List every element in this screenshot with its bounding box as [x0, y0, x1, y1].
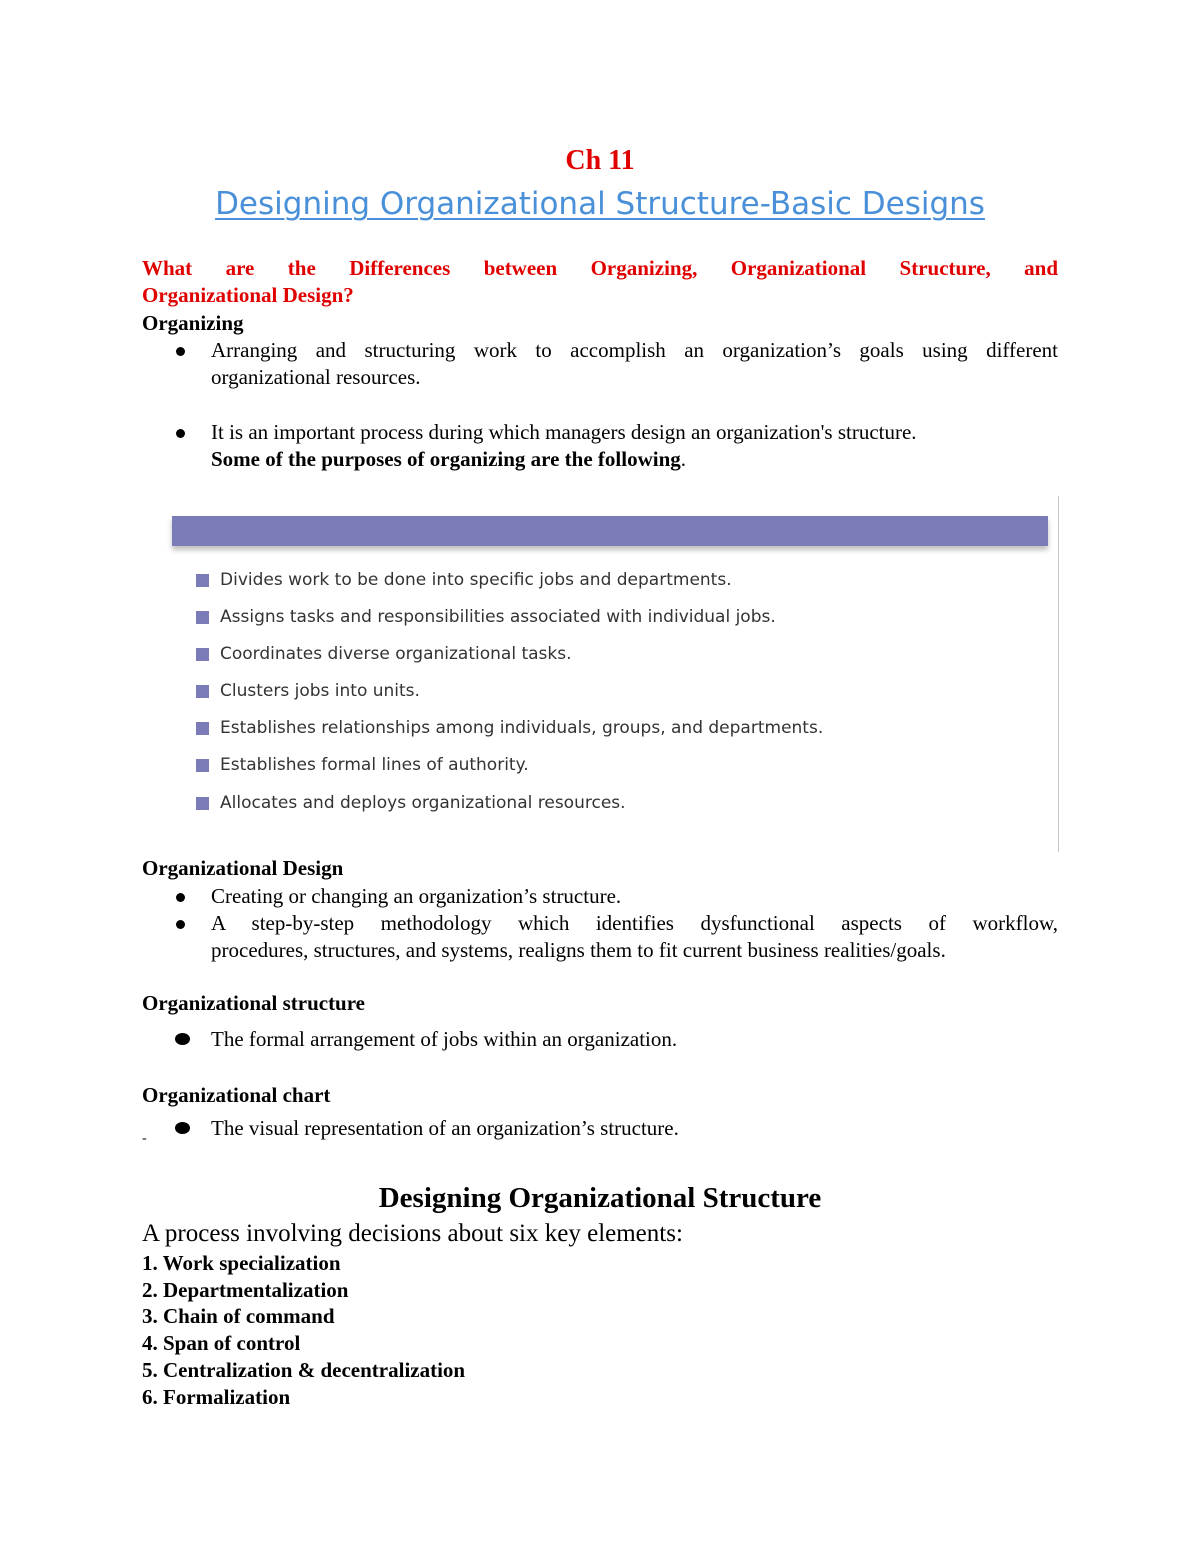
organizing-bullet-1: [142, 337, 1058, 391]
figure-item-text: Establishes formal lines of authority.: [220, 755, 529, 775]
figure-item-text: Divides work to be done into specific jobs and departments.: [220, 570, 732, 590]
question-line-1: What are the Differences between Organizing, Organizational Structure, and: [142, 256, 1058, 280]
square-bullet-icon: [196, 797, 209, 810]
element-item: 2. Departmentalization: [142, 1278, 349, 1302]
bullet-dot: [175, 1033, 190, 1045]
element-item: 5. Centralization & decentralization: [142, 1358, 466, 1382]
figure-item-text: Clusters jobs into units.: [220, 681, 420, 701]
bullet-dot: [176, 347, 185, 356]
bullet-text: Creating or changing an organization’s structure.: [211, 884, 622, 908]
stray-dash: -: [142, 1131, 147, 1146]
section-title: Designing Organizational Structure: [378, 1182, 822, 1214]
org-design-bullet-1: [142, 883, 1058, 910]
figure-item-text: Coordinates diverse organizational tasks.: [220, 644, 572, 664]
bullet-dot: [176, 429, 185, 438]
purposes-period: .: [680, 447, 687, 471]
org-structure-bullet-1: [142, 1026, 1058, 1053]
organizing-bullet-2: [142, 419, 1058, 473]
figure-header-bar: [172, 516, 1048, 546]
square-bullet-icon: [196, 611, 209, 624]
element-item: 3. Chain of command: [142, 1304, 335, 1328]
bullet-text-line-1: A step-by-step methodology which identifies dysfunctional aspects of workflow,: [211, 911, 1058, 935]
bullet-dot: [176, 893, 185, 902]
bullet-dot: [175, 1122, 190, 1134]
purposes-figure: [172, 496, 1059, 852]
org-design-heading: Organizational Design: [142, 856, 344, 880]
document-title: Designing Organizational Structure-Basic Designs: [215, 186, 985, 222]
square-bullet-icon: [196, 722, 209, 735]
square-bullet-icon: [196, 685, 209, 698]
bullet-text: It is an important process during which managers design an organization's structure.: [211, 420, 917, 444]
org-structure-heading: Organizational structure: [142, 991, 366, 1015]
figure-item-text: Establishes relationships among individuals, groups, and departments.: [220, 718, 824, 738]
org-chart-bullet-1: [142, 1115, 1058, 1142]
org-design-bullet-2: [142, 910, 1058, 964]
question-line-2: Organizational Design?: [142, 283, 354, 307]
square-bullet-icon: [196, 759, 209, 772]
element-item: 4. Span of control: [142, 1331, 301, 1355]
element-item: 1. Work specialization: [142, 1251, 341, 1275]
bullet-dot: [176, 920, 185, 929]
org-chart-heading: Organizational chart: [142, 1083, 331, 1107]
bullet-text-line-1: Arranging and structuring work to accomplish an organization’s goals using different: [211, 338, 1058, 362]
bullet-text: The visual representation of an organization’s structure.: [211, 1116, 679, 1140]
purposes-intro: Some of the purposes of organizing are the following: [211, 447, 681, 471]
figure-item-text: Allocates and deploys organizational resources.: [220, 793, 626, 813]
square-bullet-icon: [196, 574, 209, 587]
bullet-text-line-2: procedures, structures, and systems, realigns them to fit current business realities/goals.: [211, 938, 946, 962]
question-heading: [142, 255, 1058, 309]
figure-divider: [1058, 496, 1059, 852]
square-bullet-icon: [196, 648, 209, 661]
figure-item-text: Assigns tasks and responsibilities associated with individual jobs.: [220, 607, 776, 627]
chapter-number: Ch 11: [565, 145, 635, 176]
bullet-text: The formal arrangement of jobs within an organization.: [211, 1027, 678, 1051]
organizing-heading: Organizing: [142, 311, 244, 335]
section-subtitle: A process involving decisions about six key elements:: [142, 1220, 683, 1247]
element-item: 6. Formalization: [142, 1385, 291, 1409]
bullet-text-line-2: organizational resources.: [211, 365, 421, 389]
